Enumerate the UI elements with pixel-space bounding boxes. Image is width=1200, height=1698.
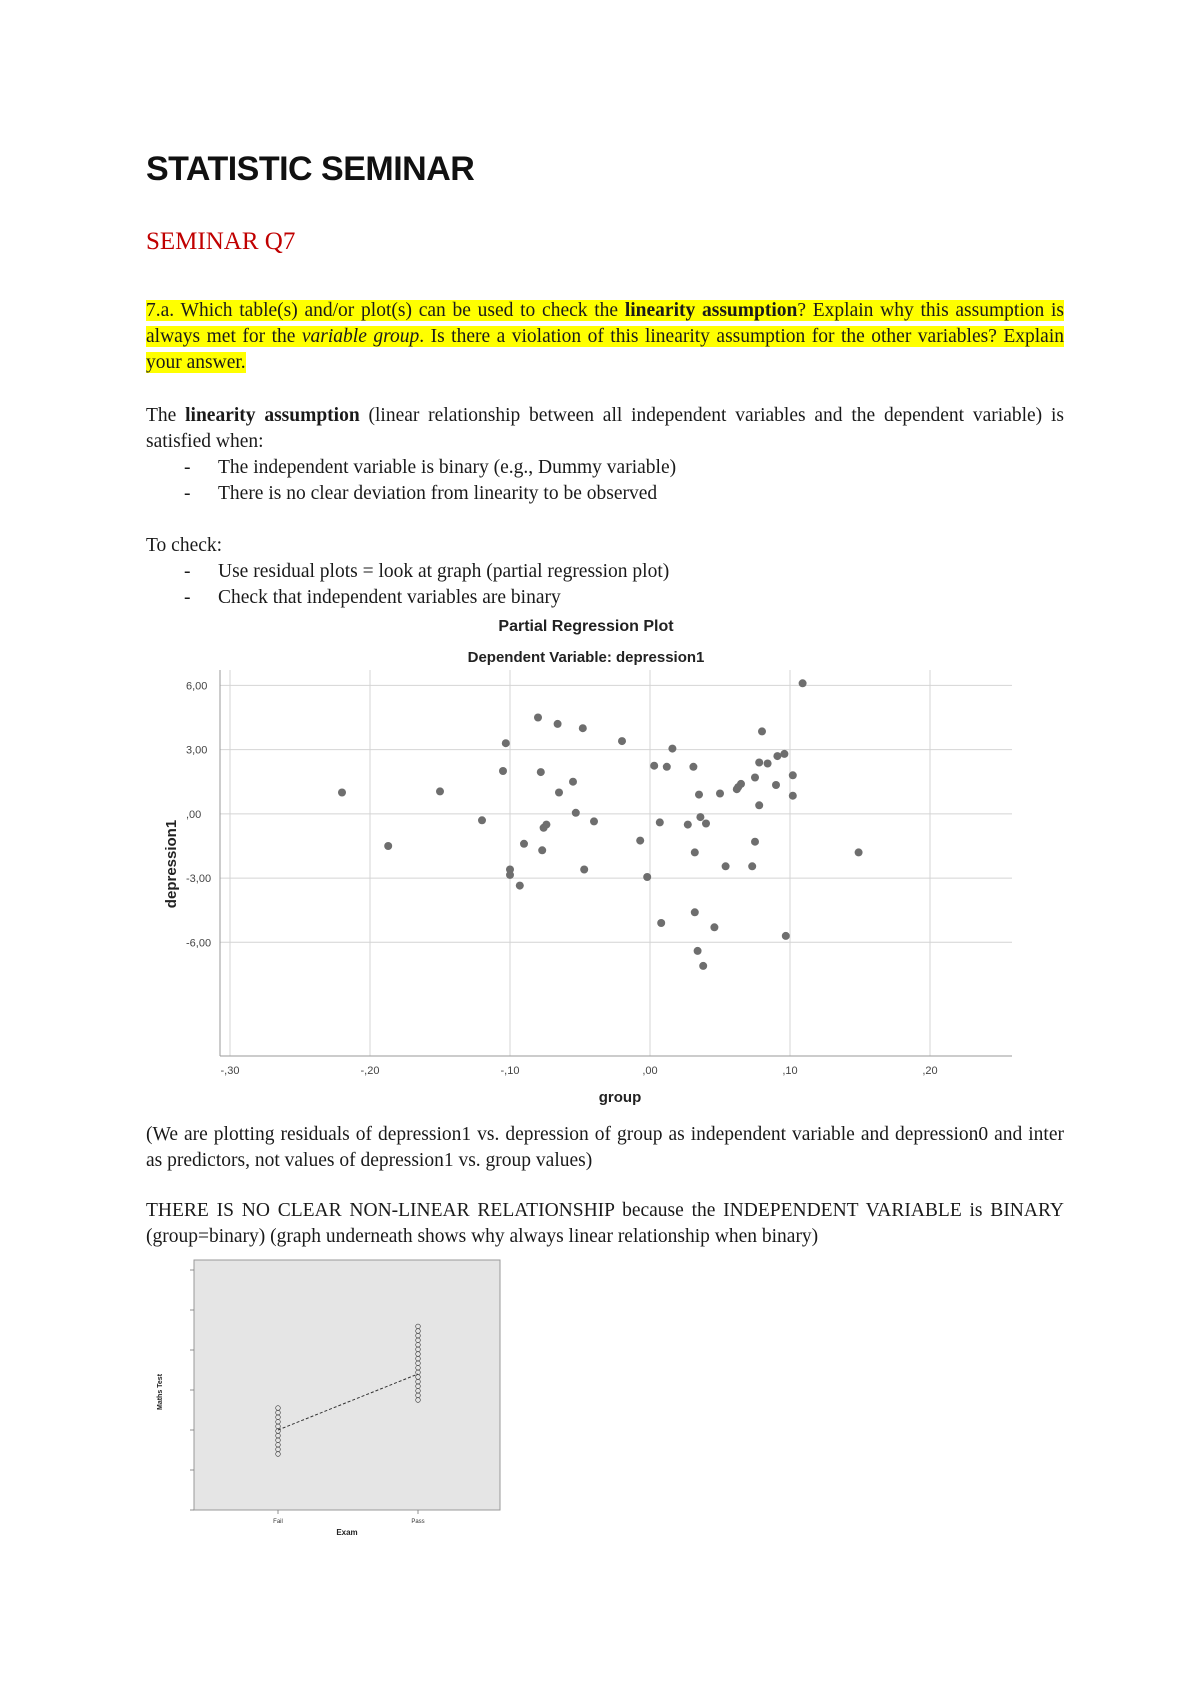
data-point bbox=[534, 714, 542, 722]
data-point bbox=[751, 838, 759, 846]
data-point bbox=[855, 848, 863, 856]
data-point bbox=[580, 866, 588, 874]
data-point bbox=[684, 821, 692, 829]
x-tick-label: ,20 bbox=[922, 1065, 938, 1077]
data-point bbox=[520, 840, 528, 848]
y-tick-label: -6,00 bbox=[186, 937, 212, 950]
data-point bbox=[542, 821, 550, 829]
data-point bbox=[338, 789, 346, 797]
data-point bbox=[478, 816, 486, 824]
data-point bbox=[499, 767, 507, 775]
data-point bbox=[716, 790, 724, 798]
data-point bbox=[663, 763, 671, 771]
y-axis-label: Maths Test bbox=[157, 1373, 164, 1411]
question-text: 7.a. Which table(s) and/or plot(s) can be used to check the linearity assumption? Explain why this assumption is always met for the variable group. Is there a violation of this linearity assumption for the other variables? Explain your answer. bbox=[146, 300, 1064, 373]
data-point bbox=[555, 789, 563, 797]
data-point bbox=[722, 862, 730, 870]
data-point bbox=[782, 932, 790, 940]
page-title: STATISTIC SEMINAR bbox=[146, 150, 475, 188]
data-point bbox=[668, 745, 676, 753]
binary-exam-chart bbox=[146, 1252, 506, 1542]
data-point bbox=[618, 737, 626, 745]
x-tick-label: ,00 bbox=[642, 1065, 658, 1077]
data-point bbox=[694, 947, 702, 955]
x-tick-label: -,10 bbox=[500, 1065, 520, 1077]
y-axis-label: depression1 bbox=[163, 819, 180, 909]
list-item: - Check that independent variables are binary bbox=[184, 587, 561, 608]
data-point bbox=[773, 752, 781, 760]
data-point bbox=[502, 739, 510, 747]
data-point bbox=[758, 727, 766, 735]
x-axis-label: group bbox=[598, 1089, 642, 1106]
section-heading: SEMINAR Q7 bbox=[146, 228, 296, 255]
y-tick-label: 6,00 bbox=[186, 680, 208, 693]
question-paragraph bbox=[146, 298, 1064, 376]
data-point bbox=[384, 842, 392, 850]
list-item: - There is no clear deviation from linearity to be observed bbox=[184, 483, 658, 504]
check-heading: To check: bbox=[146, 535, 223, 556]
partial-regression-plot bbox=[150, 612, 1030, 1112]
data-point bbox=[789, 771, 797, 779]
data-point bbox=[554, 720, 562, 728]
data-point bbox=[799, 679, 807, 687]
conclusion-paragraph: THERE IS NO CLEAR NON-LINEAR RELATIONSHIP because the INDEPENDENT VARIABLE is BINARY (group=binary) (graph underneath shows why always linear relationship when binary) bbox=[146, 1200, 1064, 1247]
data-point bbox=[691, 848, 699, 856]
data-point bbox=[696, 813, 704, 821]
data-point bbox=[772, 781, 780, 789]
data-point bbox=[579, 724, 587, 732]
x-tick-label: Fail bbox=[273, 1519, 283, 1525]
data-point bbox=[699, 962, 707, 970]
x-tick-label: -,30 bbox=[220, 1065, 240, 1077]
answer-paragraph: The linearity assumption (linear relationship between all independent variables and the dependent variable) is satisfied when: bbox=[146, 405, 1064, 452]
data-point bbox=[780, 750, 788, 758]
data-point bbox=[643, 873, 651, 881]
data-point bbox=[764, 760, 772, 768]
data-point bbox=[572, 809, 580, 817]
data-point bbox=[590, 817, 598, 825]
data-point bbox=[657, 919, 665, 927]
x-tick-label: -,20 bbox=[360, 1065, 380, 1077]
data-point bbox=[650, 762, 658, 770]
data-point bbox=[537, 768, 545, 776]
y-tick-label: -3,00 bbox=[186, 873, 212, 886]
data-point bbox=[748, 862, 756, 870]
data-point bbox=[737, 780, 745, 788]
x-axis-label: Exam bbox=[336, 1528, 358, 1537]
chart-subtitle: Dependent Variable: depression1 bbox=[467, 649, 705, 666]
data-point bbox=[691, 908, 699, 916]
y-tick-label: ,00 bbox=[186, 808, 202, 821]
data-point bbox=[436, 787, 444, 795]
data-point bbox=[689, 763, 697, 771]
x-tick-label: ,10 bbox=[782, 1065, 798, 1077]
data-point bbox=[538, 846, 546, 854]
data-point bbox=[755, 801, 763, 809]
data-point bbox=[710, 923, 718, 931]
data-point bbox=[755, 759, 763, 767]
data-point bbox=[569, 778, 577, 786]
y-tick-label: 3,00 bbox=[186, 744, 208, 757]
chart-title: Partial Regression Plot bbox=[498, 618, 674, 635]
list-item: - The independent variable is binary (e.g., Dummy variable) bbox=[184, 457, 677, 478]
note-paragraph: (We are plotting residuals of depression1 vs. depression of group as independent variable and depression0 and inter as predictors, not values of depression1 vs. group values) bbox=[146, 1124, 1064, 1171]
data-point bbox=[789, 792, 797, 800]
list-item: - Use residual plots = look at graph (partial regression plot) bbox=[184, 561, 670, 582]
data-point bbox=[636, 837, 644, 845]
data-point bbox=[695, 791, 703, 799]
data-point bbox=[656, 818, 664, 826]
data-point bbox=[516, 882, 524, 890]
data-point bbox=[506, 871, 514, 879]
data-point bbox=[702, 820, 710, 828]
x-tick-label: Pass bbox=[411, 1519, 425, 1525]
data-point bbox=[751, 774, 759, 782]
